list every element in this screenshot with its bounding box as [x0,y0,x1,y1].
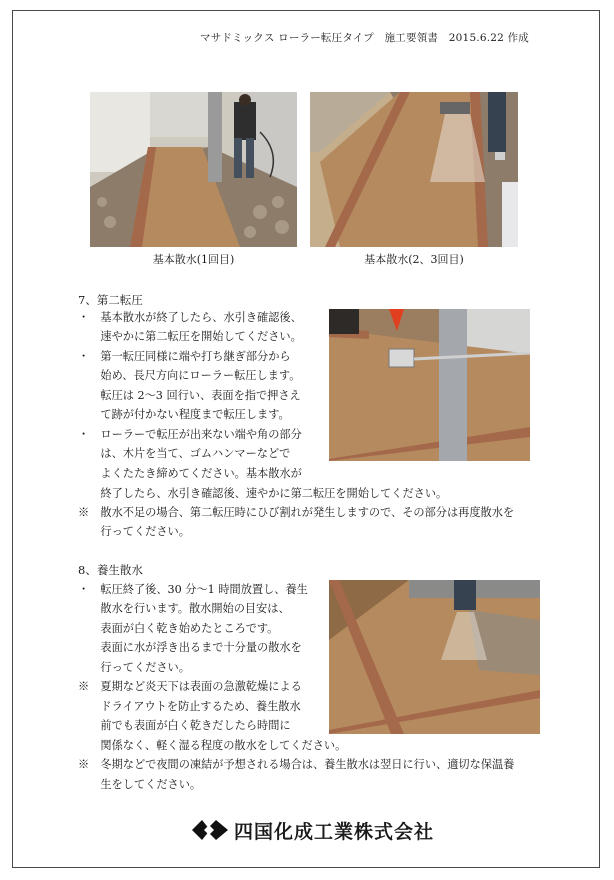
section-8-line: 表面に水が浮き出るまで十分量の散水を [78,641,302,654]
document-header: マサドミックス ローラー転圧タイプ 施工要領書 2015.6.22 作成 [200,32,529,44]
section-8-note: 関係なく、軽く湿る程度の散水をしてください。 [78,739,347,752]
section-7-title: 7、第二転圧 [78,293,143,307]
section-7-line: ・ 第一転圧同様に端や打ち継ぎ部分から [78,350,291,363]
section-7-line: は、木片を当て、ゴムハンマーなどで [78,447,291,460]
section-8-line: 行ってください。 [78,661,190,674]
section-7-line: 終了したら、水引き確認後、速やかに第二転圧を開始してください。 [78,487,448,500]
section-8-line: ・ 転圧終了後、30 分～1 時間放置し、養生 [78,583,308,596]
section-7-line: て跡が付かない程度まで転圧します。 [78,408,290,421]
section-8-note: ※ 冬期などで夜間の凍結が予想される場合は、養生散水は翌日に行い、適切な保温養 [78,758,515,771]
section-8-line: 表面が白く乾き始めたところです。 [78,622,279,635]
photo-basic-watering-2-3 [310,92,518,247]
section-7-line: よくたたき締めてください。基本散水が [78,467,302,480]
photo-second-rolling [329,309,530,461]
section-7-line: 始め、長尺方向にローラー転圧します。 [78,369,301,382]
photo-caption-2: 基本散水(2、3回目) [364,253,464,266]
diamond-logo-icon [192,819,228,841]
section-8-note: 前でも表面が白く乾きだしたら時間に [78,719,291,732]
company-logo [192,817,434,843]
section-7-note: 行ってください。 [78,525,190,538]
section-7-line: 速やかに第二転圧を開始してください。 [78,330,302,343]
company-name: 四国化成工業株式会社 [234,820,435,843]
photo-caption-1: 基本散水(1回目) [152,253,235,266]
section-7-line: ・ ローラーで転圧が出来ない端や角の部分 [78,428,302,441]
photo-curing-watering [329,580,540,734]
section-8-note: 生をしてください。 [78,778,202,791]
section-8-line: 散水を行います。散水開始の目安は、 [78,602,290,615]
section-7-line: 転圧は 2～3 回行い、表面を指で押さえ [78,389,301,402]
section-8-note: ※ 夏期など炎天下は表面の急激乾燥による [78,680,302,693]
section-7-line: ・ 基本散水が終了したら、水引き確認後、 [78,311,302,324]
section-8-note: ドライアウトを防止するため、養生散水 [78,700,301,713]
section-7-note: ※ 散水不足の場合、第二転圧時にひび割れが発生しますので、その部分は再度散水を [78,506,515,519]
section-8-title: 8、養生散水 [78,563,143,577]
photo-basic-watering-1 [90,92,297,247]
